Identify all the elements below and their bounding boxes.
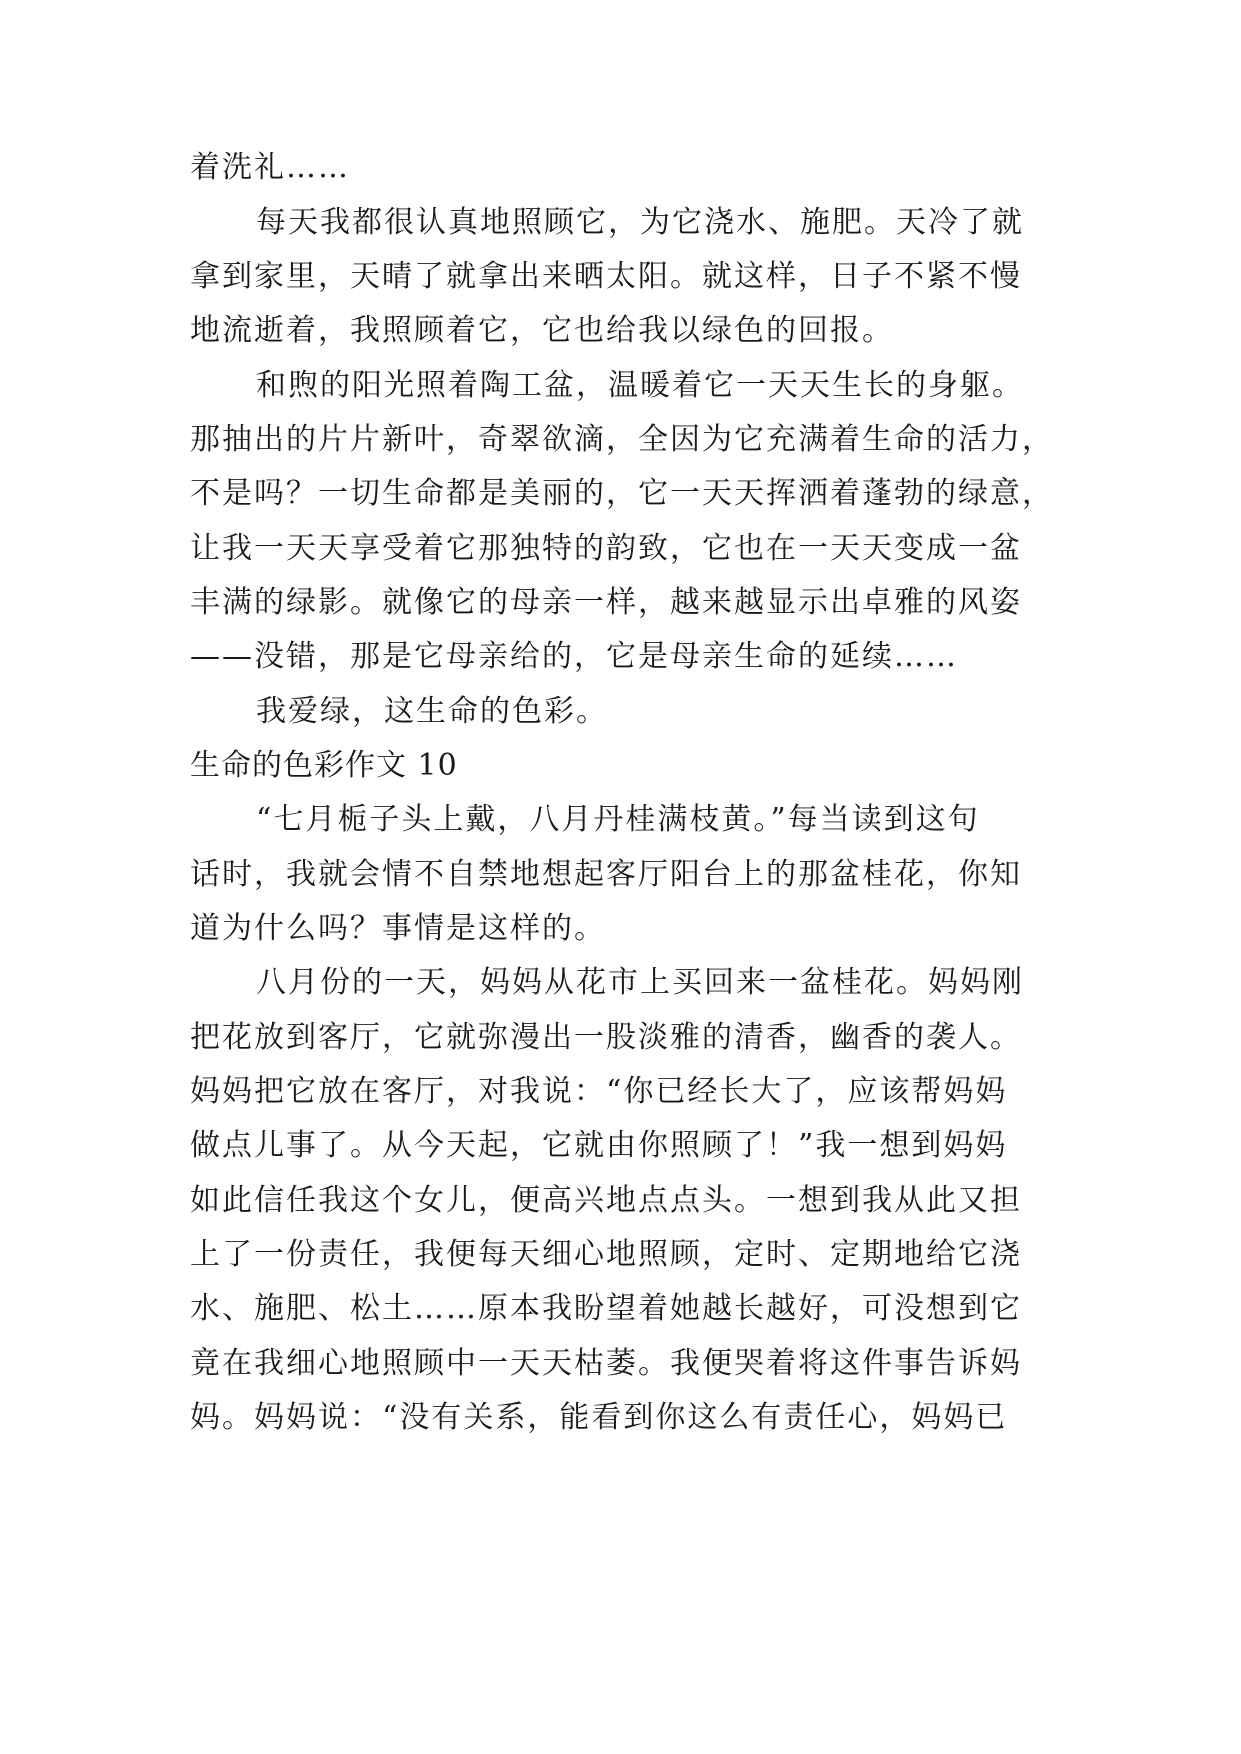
paragraph-start-line: 和煦的阳光照着陶工盆，温暖着它一天天生长的身躯。	[256, 368, 1024, 403]
text-line: 妈。妈妈说：“没有关系，能看到你这么有责任心，妈妈已	[190, 1400, 1008, 1435]
text-line: 如此信任我这个女儿，便高兴地点点头。一想到我从此又担	[190, 1183, 1022, 1218]
text-line: ——没错，那是它母亲给的，它是母亲生命的延续……	[190, 639, 958, 674]
text-line: 做点儿事了。从今天起，它就由你照顾了！”我一想到妈妈	[190, 1128, 1008, 1163]
text-line: 地流逝着，我照顾着它，它也给我以绿色的回报。	[190, 313, 894, 348]
text-line: 上了一份责任，我便每天细心地照顾，定时、定期地给它浇	[190, 1237, 1022, 1272]
text-line: 把花放到客厅，它就弥漫出一股淡雅的清香，幽香的袭人。	[190, 1020, 1022, 1055]
text-line: 不是吗？一切生命都是美丽的，它一天天挥洒着蓬勃的绿意，	[190, 476, 1054, 511]
text-line: 拿到家里，天晴了就拿出来晒太阳。就这样，日子不紧不慢	[190, 259, 1022, 294]
text-line: 竟在我细心地照顾中一天天枯萎。我便哭着将这件事告诉妈	[190, 1346, 1022, 1381]
paragraph-start-line: 我爱绿，这生命的色彩。	[256, 694, 608, 729]
text-line: 着洗礼……	[190, 150, 350, 185]
paragraph-start-line: 每天我都很认真地照顾它，为它浇水、施肥。天冷了就	[256, 205, 1024, 240]
text-line: 那抽出的片片新叶，奇翠欲滴，全因为它充满着生命的活力，	[190, 422, 1054, 457]
paragraph-start-line: “七月栀子头上戴，八月丹桂满枝黄。”每当读到这句	[256, 802, 980, 837]
text-line: 让我一天天享受着它那独特的韵致，它也在一天天变成一盆	[190, 531, 1022, 566]
text-line: 话时，我就会情不自禁地想起客厅阳台上的那盆桂花，你知	[190, 857, 1022, 892]
section-heading: 生命的色彩作文 10	[190, 748, 458, 783]
text-line: 水、施肥、松土……原本我盼望着她越长越好，可没想到它	[190, 1291, 1022, 1326]
text-line: 妈妈把它放在客厅，对我说：“你已经长大了，应该帮妈妈	[190, 1074, 1008, 1109]
text-line: 道为什么吗？事情是这样的。	[190, 911, 606, 946]
text-line: 丰满的绿影。就像它的母亲一样，越来越显示出卓雅的风姿	[190, 585, 1022, 620]
paragraph-start-line: 八月份的一天，妈妈从花市上买回来一盆桂花。妈妈刚	[256, 965, 1024, 1000]
